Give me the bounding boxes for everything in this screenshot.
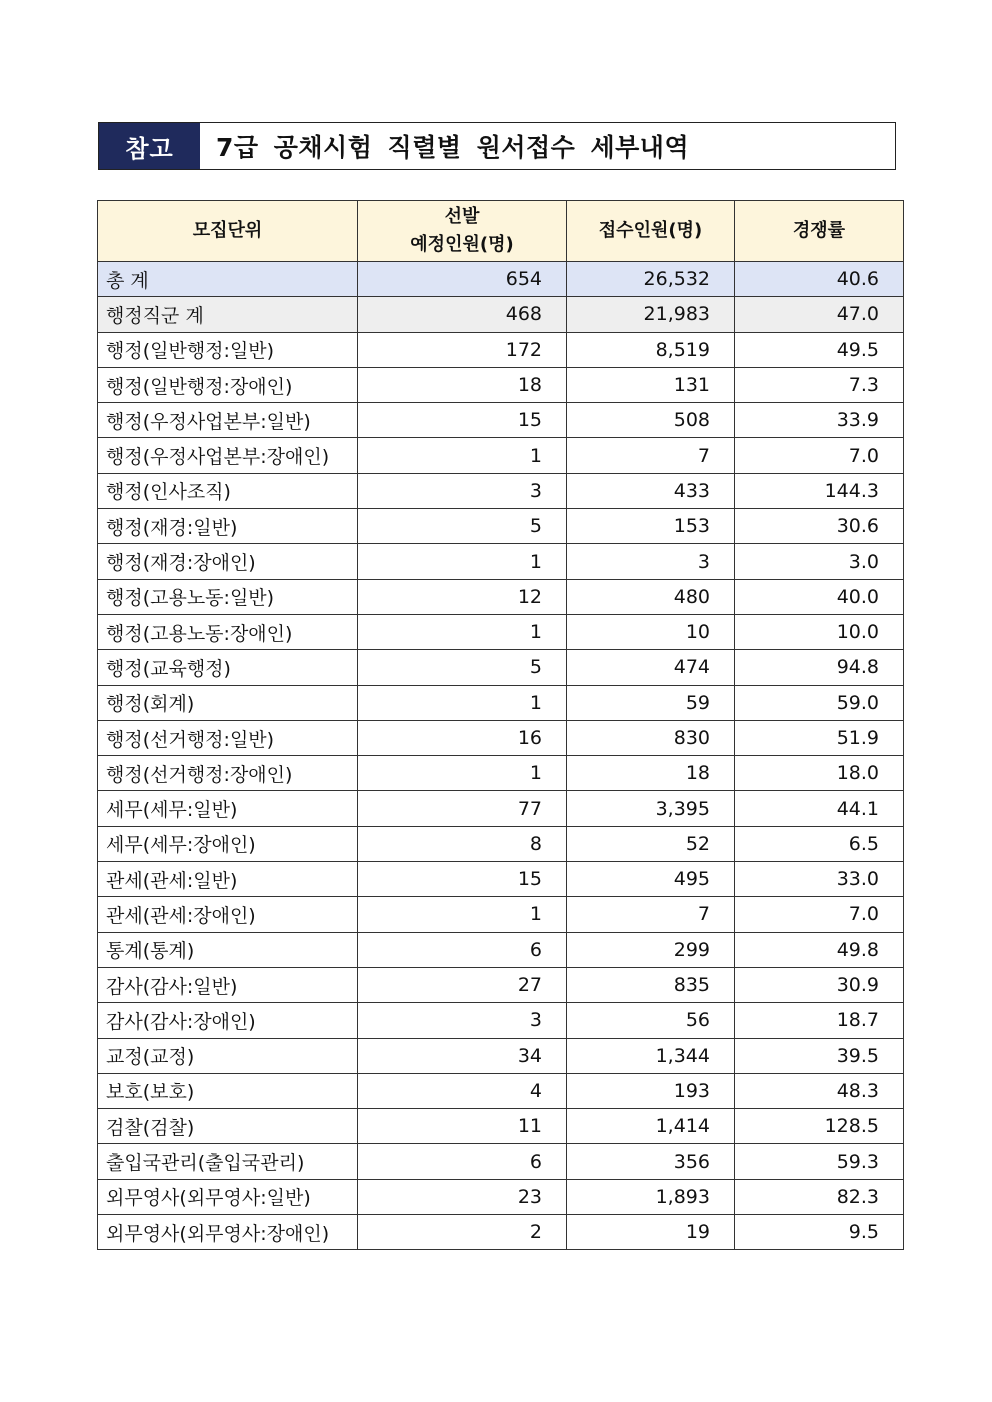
row-name: 관세(관세:장애인): [98, 897, 358, 932]
table-row: [98, 967, 904, 1002]
row-ratio: 40.6: [735, 262, 904, 297]
row-ratio: 59.3: [735, 1144, 904, 1179]
row-ratio: 44.1: [735, 791, 904, 826]
table-row: [98, 544, 904, 579]
row-name: 행정(인사조직): [98, 473, 358, 508]
table-row: [98, 403, 904, 438]
row-planned: 12: [358, 579, 567, 614]
row-ratio: 7.0: [735, 438, 904, 473]
row-name: 행정(회계): [98, 685, 358, 720]
header-planned-line2: 예정인원(명): [410, 234, 514, 255]
row-planned: 5: [358, 509, 567, 544]
row-planned: 11: [358, 1109, 567, 1144]
row-applicants: 433: [567, 473, 735, 508]
table-row: [98, 932, 904, 967]
row-name: 행정(우정사업본부:장애인): [98, 438, 358, 473]
row-applicants: 835: [567, 967, 735, 1002]
header-planned-line1: 선발: [444, 206, 480, 227]
table-row: [98, 685, 904, 720]
table-row: [98, 579, 904, 614]
header-planned: [358, 201, 567, 262]
table-row: [98, 1179, 904, 1214]
row-name: 관세(관세:일반): [98, 862, 358, 897]
row-planned: 1: [358, 438, 567, 473]
row-planned: 654: [358, 262, 567, 297]
row-applicants: 495: [567, 862, 735, 897]
row-applicants: 18: [567, 756, 735, 791]
row-ratio: 9.5: [735, 1215, 904, 1250]
page-title: 7급 공채시험 직렬별 원서접수 세부내역: [216, 133, 690, 162]
row-ratio: 49.8: [735, 932, 904, 967]
row-name: 행정(선거행정:일반): [98, 720, 358, 755]
row-name: 총 계: [98, 262, 358, 297]
header-unit: 모집단위: [98, 201, 358, 262]
row-applicants: 52: [567, 826, 735, 861]
table-row: [98, 862, 904, 897]
row-name: 행정(재경:일반): [98, 509, 358, 544]
row-applicants: 153: [567, 509, 735, 544]
row-planned: 4: [358, 1073, 567, 1108]
row-planned: 8: [358, 826, 567, 861]
row-applicants: 8,519: [567, 332, 735, 367]
row-ratio: 10.0: [735, 614, 904, 649]
row-planned: 34: [358, 1038, 567, 1073]
row-name: 세무(세무:일반): [98, 791, 358, 826]
row-ratio: 128.5: [735, 1109, 904, 1144]
row-planned: 3: [358, 473, 567, 508]
row-planned: 1: [358, 685, 567, 720]
table-row: [98, 367, 904, 402]
table-row: [98, 650, 904, 685]
row-name: 행정(재경:장애인): [98, 544, 358, 579]
row-name: 외무영사(외무영사:장애인): [98, 1215, 358, 1250]
table-row: [98, 720, 904, 755]
row-applicants: 508: [567, 403, 735, 438]
row-name: 출입국관리(출입국관리): [98, 1144, 358, 1179]
row-name: 행정(고용노동:장애인): [98, 614, 358, 649]
row-planned: 23: [358, 1179, 567, 1214]
row-applicants: 7: [567, 897, 735, 932]
row-name: 교정(교정): [98, 1038, 358, 1073]
row-planned: 16: [358, 720, 567, 755]
row-planned: 2: [358, 1215, 567, 1250]
row-applicants: 56: [567, 1003, 735, 1038]
row-planned: 172: [358, 332, 567, 367]
row-ratio: 33.0: [735, 862, 904, 897]
table-row: [98, 791, 904, 826]
row-applicants: 26,532: [567, 262, 735, 297]
row-ratio: 18.0: [735, 756, 904, 791]
table-row-total: [98, 262, 904, 297]
row-applicants: 10: [567, 614, 735, 649]
row-planned: 468: [358, 297, 567, 332]
row-planned: 3: [358, 1003, 567, 1038]
row-applicants: 830: [567, 720, 735, 755]
row-applicants: 1,893: [567, 1179, 735, 1214]
header-applicants: 접수인원(명): [567, 201, 735, 262]
row-applicants: 474: [567, 650, 735, 685]
row-ratio: 40.0: [735, 579, 904, 614]
table-row: [98, 756, 904, 791]
row-applicants: 3: [567, 544, 735, 579]
row-ratio: 39.5: [735, 1038, 904, 1073]
header-ratio: 경쟁률: [735, 201, 904, 262]
table-row: [98, 1038, 904, 1073]
table-row: [98, 1215, 904, 1250]
row-planned: 15: [358, 862, 567, 897]
table-row: [98, 1073, 904, 1108]
table-row: [98, 438, 904, 473]
row-ratio: 7.0: [735, 897, 904, 932]
application-table: [97, 200, 904, 1250]
row-applicants: 480: [567, 579, 735, 614]
row-applicants: 7: [567, 438, 735, 473]
row-planned: 18: [358, 367, 567, 402]
row-ratio: 144.3: [735, 473, 904, 508]
row-ratio: 3.0: [735, 544, 904, 579]
row-planned: 1: [358, 897, 567, 932]
table-row: [98, 332, 904, 367]
row-applicants: 299: [567, 932, 735, 967]
row-name: 외무영사(외무영사:일반): [98, 1179, 358, 1214]
row-ratio: 59.0: [735, 685, 904, 720]
title-box: [98, 122, 896, 170]
table-row: [98, 826, 904, 861]
table-row: [98, 473, 904, 508]
row-applicants: 21,983: [567, 297, 735, 332]
header-row: [98, 201, 904, 262]
row-ratio: 51.9: [735, 720, 904, 755]
row-ratio: 18.7: [735, 1003, 904, 1038]
row-planned: 5: [358, 650, 567, 685]
row-name: 행정(교육행정): [98, 650, 358, 685]
row-ratio: 48.3: [735, 1073, 904, 1108]
row-applicants: 3,395: [567, 791, 735, 826]
row-planned: 1: [358, 756, 567, 791]
row-name: 행정직군 계: [98, 297, 358, 332]
row-ratio: 47.0: [735, 297, 904, 332]
row-ratio: 94.8: [735, 650, 904, 685]
row-applicants: 356: [567, 1144, 735, 1179]
row-planned: 1: [358, 544, 567, 579]
row-ratio: 82.3: [735, 1179, 904, 1214]
row-applicants: 131: [567, 367, 735, 402]
row-ratio: 30.9: [735, 967, 904, 1002]
row-applicants: 59: [567, 685, 735, 720]
row-ratio: 33.9: [735, 403, 904, 438]
row-name: 행정(일반행정:일반): [98, 332, 358, 367]
row-ratio: 30.6: [735, 509, 904, 544]
row-name: 감사(감사:장애인): [98, 1003, 358, 1038]
row-name: 보호(보호): [98, 1073, 358, 1108]
row-ratio: 6.5: [735, 826, 904, 861]
row-name: 행정(우정사업본부:일반): [98, 403, 358, 438]
row-name: 행정(일반행정:장애인): [98, 367, 358, 402]
row-planned: 6: [358, 932, 567, 967]
row-applicants: 1,344: [567, 1038, 735, 1073]
row-planned: 6: [358, 1144, 567, 1179]
row-planned: 1: [358, 614, 567, 649]
row-ratio: 49.5: [735, 332, 904, 367]
row-ratio: 7.3: [735, 367, 904, 402]
row-name: 행정(고용노동:일반): [98, 579, 358, 614]
row-planned: 15: [358, 403, 567, 438]
table-row: [98, 1109, 904, 1144]
table-row: [98, 1003, 904, 1038]
row-applicants: 19: [567, 1215, 735, 1250]
table-row: [98, 614, 904, 649]
row-name: 감사(감사:일반): [98, 967, 358, 1002]
row-name: 행정(선거행정:장애인): [98, 756, 358, 791]
row-name: 세무(세무:장애인): [98, 826, 358, 861]
table-row: [98, 509, 904, 544]
row-planned: 77: [358, 791, 567, 826]
row-name: 검찰(검찰): [98, 1109, 358, 1144]
title-tag: 참고: [99, 123, 200, 169]
row-name: 통계(통계): [98, 932, 358, 967]
row-applicants: 193: [567, 1073, 735, 1108]
row-planned: 27: [358, 967, 567, 1002]
table-row: [98, 897, 904, 932]
table-row: [98, 1144, 904, 1179]
table-row-subtotal: [98, 297, 904, 332]
row-applicants: 1,414: [567, 1109, 735, 1144]
